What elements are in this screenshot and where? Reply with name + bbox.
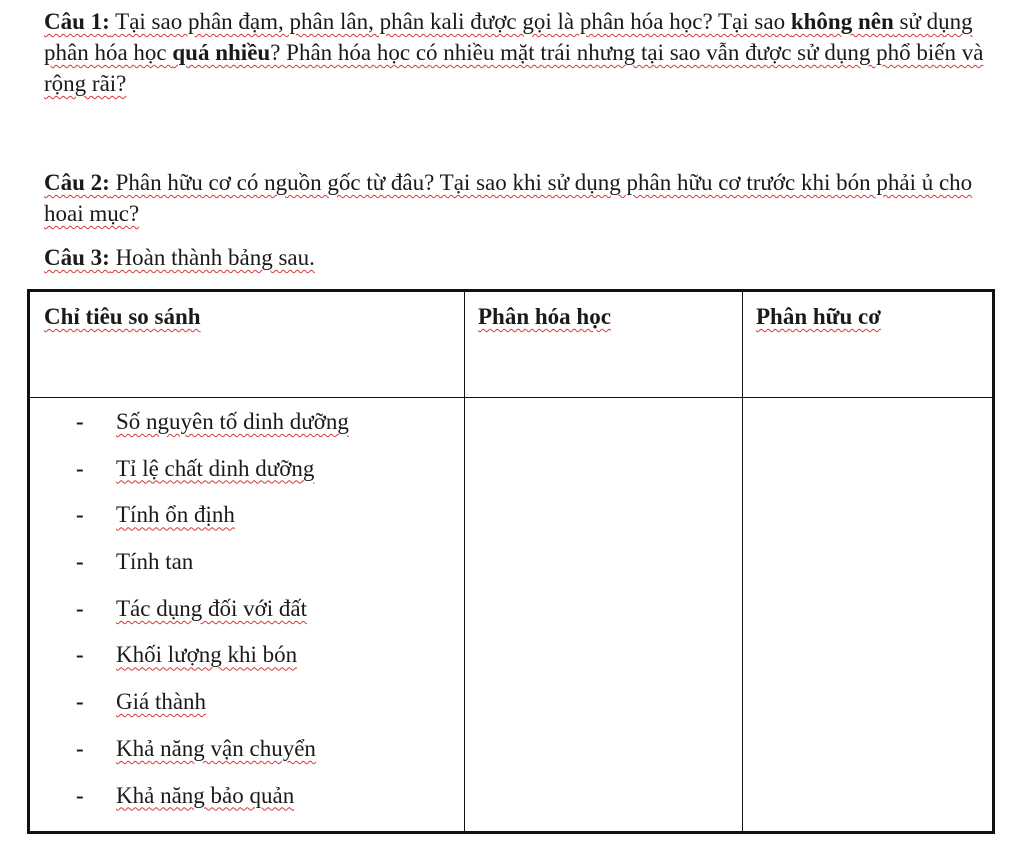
bullet-dash: -	[76, 502, 84, 528]
bullet-dash: -	[76, 735, 84, 761]
bullet-dash: -	[76, 689, 84, 715]
question-1-label: Câu 1:	[44, 9, 110, 34]
column-divider	[464, 292, 465, 831]
column-divider	[742, 292, 743, 831]
question-2-label: Câu 2:	[44, 170, 110, 195]
bullet-dash: -	[76, 642, 84, 668]
list-item	[30, 781, 460, 828]
question-1-emphasis-2: quá nhiều	[172, 40, 271, 65]
question-1	[44, 6, 1014, 99]
list-item	[30, 547, 460, 594]
question-3	[44, 242, 1014, 273]
question-3-text: Hoàn thành bảng sau.	[109, 245, 315, 270]
header-chemical-fertilizer: Phân hóa học	[478, 304, 611, 329]
list-item	[30, 594, 460, 641]
list-item	[30, 734, 460, 781]
bullet-dash: -	[76, 595, 84, 621]
header-organic-fertilizer: Phân hữu cơ	[756, 304, 881, 329]
comparison-table	[27, 289, 995, 834]
criterion-label: Khả năng bảo quản	[116, 782, 295, 808]
header-criteria: Chỉ tiêu so sánh	[44, 304, 201, 329]
bullet-dash: -	[76, 549, 84, 575]
question-1-text-part-2: sử dụng phân hóa học	[44, 9, 973, 65]
question-1-text-part-3: ? Phân hóa học có nhiều mặt trái nhưng tại sao vẫn được sử dụng phổ biến và rộng rãi?	[44, 40, 984, 96]
question-3-label: Câu 3:	[44, 245, 110, 270]
header-divider	[30, 397, 992, 398]
bullet-dash: -	[76, 782, 84, 808]
criterion-label: Tính ổn định	[116, 502, 235, 528]
question-1-text-part-1: Tại sao phân đạm, phân lân, phân kali được gọi là phân hóa học? Tại sao	[109, 9, 791, 34]
list-item	[30, 687, 460, 734]
criterion-label: Tính tan	[116, 549, 194, 575]
criteria-list	[30, 407, 460, 827]
criterion-label: Khả năng vận chuyển	[116, 735, 316, 761]
list-item	[30, 407, 460, 454]
criterion-label: Khối lượng khi bón	[116, 642, 298, 668]
criterion-label: Tỉ lệ chất dinh dưỡng	[116, 455, 315, 481]
criterion-label: Tác dụng đối với đất	[116, 595, 308, 621]
list-item	[30, 454, 460, 501]
list-item	[30, 640, 460, 687]
list-item	[30, 500, 460, 547]
question-1-emphasis-1: không nên	[790, 9, 894, 34]
question-2-text: Phân hữu cơ có nguồn gốc từ đâu? Tại sao khi sử dụng phân hữu cơ trước khi bón phải ủ cho hoai mục?	[44, 170, 973, 226]
bullet-dash: -	[76, 409, 84, 434]
criterion-label: Số nguyên tố dinh dưỡng	[116, 409, 349, 434]
question-2	[44, 167, 994, 229]
criterion-label: Giá thành	[116, 689, 207, 715]
bullet-dash: -	[76, 455, 84, 481]
